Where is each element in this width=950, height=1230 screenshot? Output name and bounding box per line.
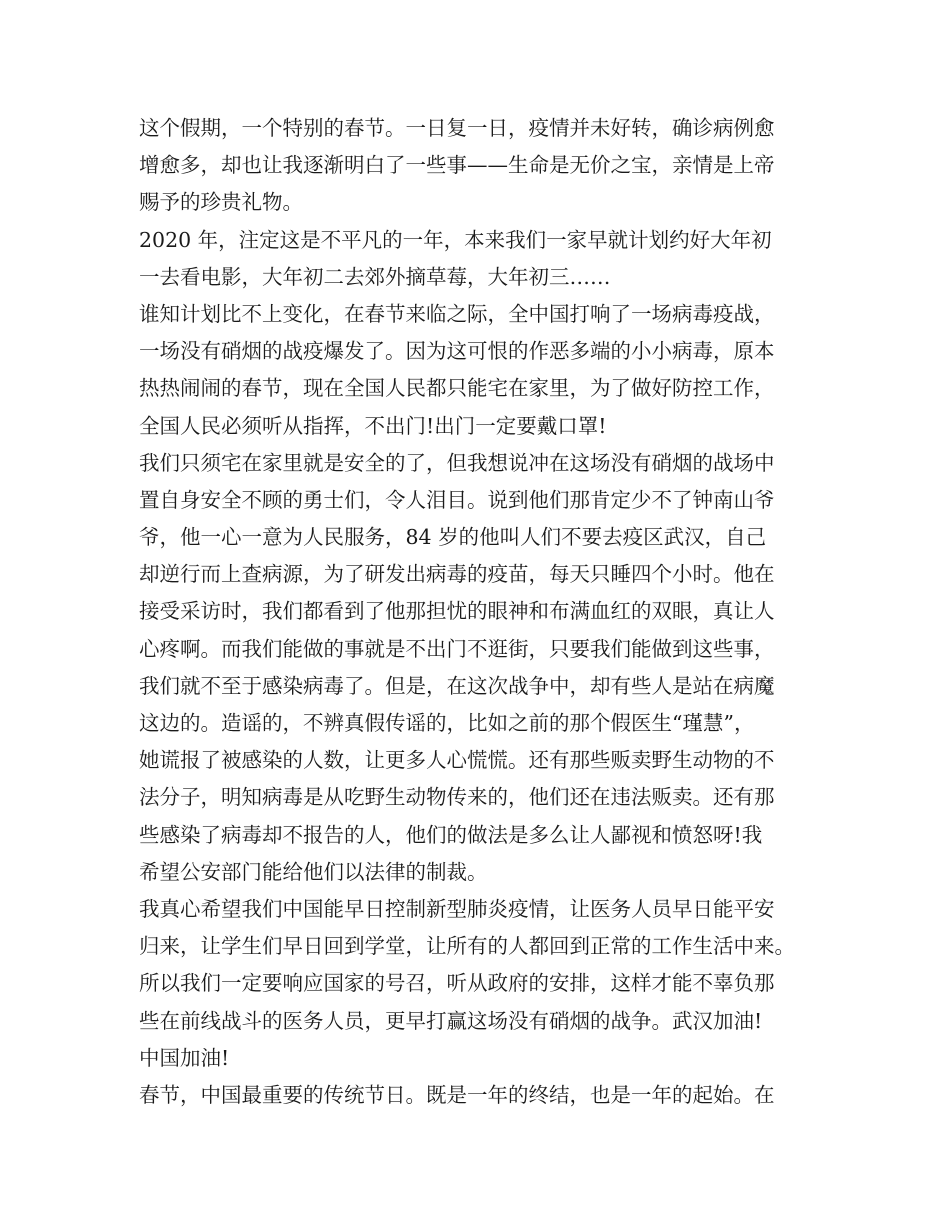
text-line: 法分子，明知病毒是从吃野生动物传来的，他们还在违法贩卖。还有那 <box>139 785 775 810</box>
text-line: 2020 年，注定这是不平凡的一年，本来我们一家早就计划约好大年初 <box>139 227 772 252</box>
text-line: 赐予的珍贵礼物。 <box>139 190 303 215</box>
text-line: 中国加油! <box>139 1045 230 1070</box>
text-line: 心疼啊。而我们能做的事就是不出门不逛街，只要我们能做到这些事， <box>139 636 775 661</box>
text-line: 一去看电影，大年初二去郊外摘草莓，大年初三…… <box>139 264 611 289</box>
text-line: 这个假期，一个特别的春节。一日复一日，疫情并未好转，确诊病例愈 <box>139 116 775 140</box>
text-line: 归来，让学生们早日回到学堂，让所有的人都回到正常的工作生活中来。 <box>139 934 795 959</box>
text-line: 所以我们一定要响应国家的号召，听从政府的安排，这样才能不辜负那 <box>139 971 775 996</box>
text-line: 热热闹闹的春节，现在全国人民都只能宅在家里，为了做好防控工作， <box>139 376 775 401</box>
text-line: 一场没有硝烟的战疫爆发了。因为这可恨的作恶多端的小小病毒，原本 <box>139 339 775 364</box>
text-line: 春节，中国最重要的传统节日。既是一年的终结，也是一年的起始。在 <box>139 1082 775 1107</box>
text-line: 爷，他一心一意为人民服务，84 岁的他叫人们不要去疫区武汉，自己 <box>139 525 767 550</box>
text-line: 我真心希望我们中国能早日控制新型肺炎疫情，让医务人员早日能平安 <box>139 896 775 921</box>
text-line: 我们只须宅在家里就是安全的了，但我想说冲在这场没有硝烟的战场中 <box>139 450 775 475</box>
text-line: 我们就不至于感染病毒了。但是，在这次战争中，却有些人是站在病魔 <box>139 673 775 698</box>
text-line: 增愈多，却也让我逐渐明白了一些事——生命是无价之宝，亲情是上帝 <box>139 153 775 178</box>
text-line: 些在前线战斗的医务人员，更早打赢这场没有硝烟的战争。武汉加油! <box>139 1008 763 1033</box>
text-line: 谁知计划比不上变化，在春节来临之际，全中国打响了一场病毒疫战， <box>139 301 775 326</box>
text-line: 置自身安全不顾的勇士们，令人泪目。说到他们那肯定少不了钟南山爷 <box>139 487 775 512</box>
document-body <box>139 110 819 1114</box>
text-line: 这边的。造谣的，不辨真假传谣的，比如之前的那个假医生“瑾慧”， <box>139 711 755 735</box>
text-line: 她谎报了被感染的人数，让更多人心慌慌。还有那些贩卖野生动物的不 <box>139 748 775 773</box>
text-line: 希望公安部门能给他们以法律的制裁。 <box>139 859 488 884</box>
text-line: 却逆行而上查病源，为了研发出病毒的疫苗，每天只睡四个小时。他在 <box>139 562 775 587</box>
text-line: 些感染了病毒却不报告的人，他们的做法是多么让人鄙视和愤怒呀!我 <box>139 822 763 847</box>
text-line: 接受采访时，我们都看到了他那担忧的眼神和布满血红的双眼，真让人 <box>139 599 775 624</box>
text-line: 全国人民必须听从指挥，不出门!出门一定要戴口罩! <box>139 413 607 438</box>
